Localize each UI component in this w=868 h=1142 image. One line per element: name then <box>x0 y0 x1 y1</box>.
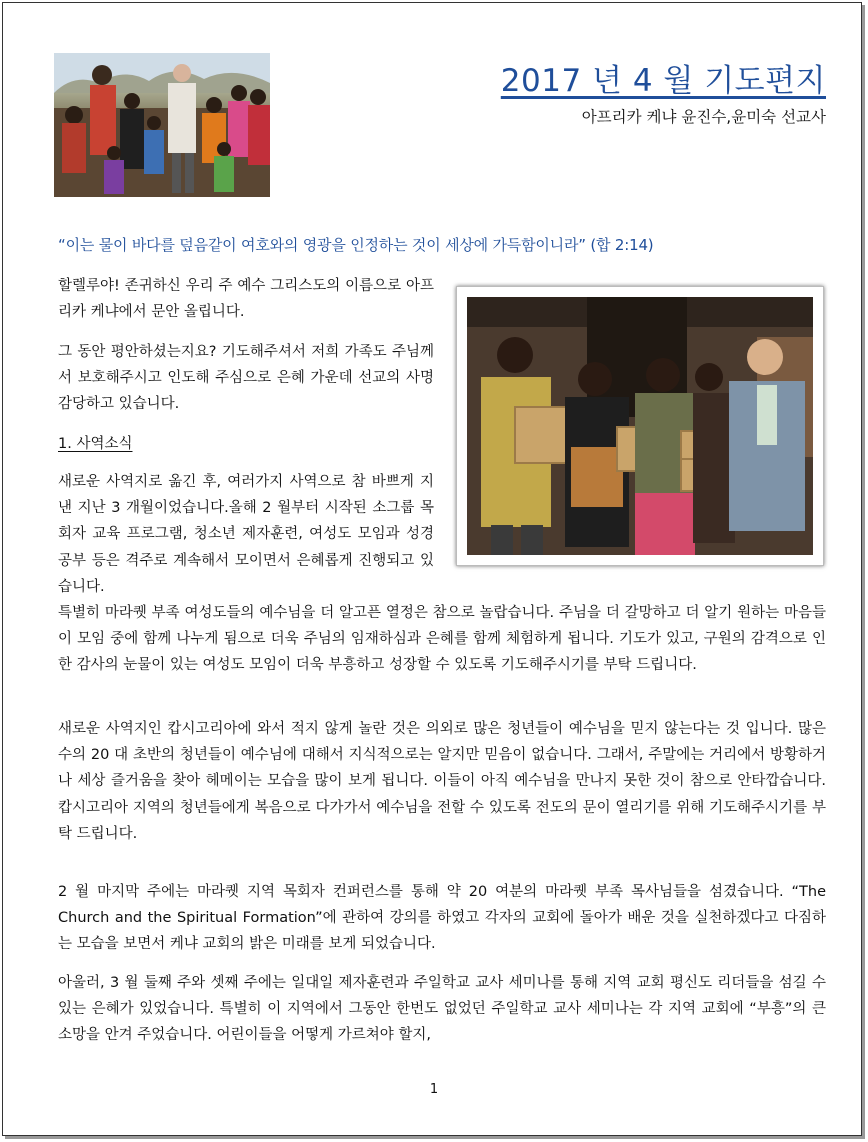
greeting-paragraph: 할렐루야! 존귀하신 우리 주 예수 그리스도의 이름으로 아프리카 케냐에서 문안 올립니다. <box>58 278 434 321</box>
conference-paragraph: 2 월 마지막 주에는 마라퀫 지역 목회자 컨퍼런스를 통해 약 20 여분의 마라퀫 부족 목사님들을 섬겼습니다. “The Church and the Spiritual Formation”에 관하여 강의를 하였고 각자의 교회에 돌아가 배운 것을 실천하겠다고 다짐하는 모습을 보면서 케냐 교회의 밝은 미래를 보게 되었습니다. <box>58 884 826 953</box>
youth-paragraph: 새로운 사역지인 캅시고리아에 와서 적지 않게 놀란 것은 의외로 많은 청년들이 예수님을 믿지 않는다는 것 입니다. 많은 수의 20 대 초반의 청년들이 예수님에 대해서 지식적으로는 알지만 믿음이 없습니다. 그래서, 주말에는 거리에서 방황하거나 세상 즐거움을 찾아 헤메이는 모습을 많이 보게 됩니다. 이들이 아직 예수님을 만나지 못한 것이 참으로 안타깝습니다. 캅시고리아 지역의 청년들에게 복음으로 다가가서 예수님을 전할 수 있도록 전도의 문이 열리기를 위해 기도해주시기를 부탁 드립니다. <box>58 721 826 842</box>
peace-paragraph: 그 동안 평안하셨는지요? 기도해주셔서 저희 가족도 주님께서 보호해주시고 인도해 주심으로 은혜 가운데 선교의 사명 감당하고 있습니다. <box>58 344 434 413</box>
group-with-boxes-photo <box>467 297 813 555</box>
section-heading-ministry-news: 1. 사역소식 <box>58 436 133 452</box>
letter-title: 2017 년 4 월 기도편지 <box>500 63 826 99</box>
children-crowd-illustration <box>54 53 270 197</box>
group-photo-frame <box>456 286 824 566</box>
ministry-paragraph-narrow: 새로운 사역지로 옮긴 후, 여러가지 사역으로 참 바쁘게 지낸 지난 3 개월이었습니다.올해 2 월부터 시작된 소그룹 목회자 교육 프로그램, 청소년 제자훈련, 여성도 모임과 성경공부 등은 격주로 계속해서 모이면서 은혜롭게 진행되고 있습니다. <box>58 474 434 595</box>
bible-verse: “이는 물이 바다를 덮음같이 여호와의 영광을 인정하는 것이 세상에 가득함이니라” (합 2:14) <box>58 236 654 254</box>
missionary-names: 아프리카 케냐 윤진수,윤미숙 선교사 <box>581 108 826 126</box>
group-with-boxes-illustration <box>467 297 813 555</box>
children-crowd-photo <box>54 53 270 197</box>
ministry-paragraph-wide: 특별히 마라퀫 부족 여성도들의 예수님을 더 알고픈 열정은 참으로 놀랍습니다. 주님을 더 갈망하고 더 알기 원하는 마음들이 모임 중에 함께 나누게 됨으로 더욱 주님의 임재하심과 은혜를 함께 체험하게 됩니다. 기도가 있고, 구원의 감격으로 인한 감사의 눈물이 있는 여성도 모임이 더욱 부흥하고 성장할 수 있도록 기도해주시기를 부탁 드립니다. <box>58 605 826 674</box>
seminar-paragraph: 아울러, 3 월 둘째 주와 셋째 주에는 일대일 제자훈련과 주일학교 교사 세미나를 통해 지역 교회 평신도 리더들을 섬길 수 있는 은혜가 있었습니다. 특별히 이 지역에서 그동안 한번도 없었던 주일학교 교사 세미나는 각 지역 교회에 “부흥”의 큰 소망을 안겨 주었습니다. 어린이들을 어떻게 가르쳐야 할지, <box>58 975 826 1044</box>
page-number: 1 <box>429 1082 439 1097</box>
